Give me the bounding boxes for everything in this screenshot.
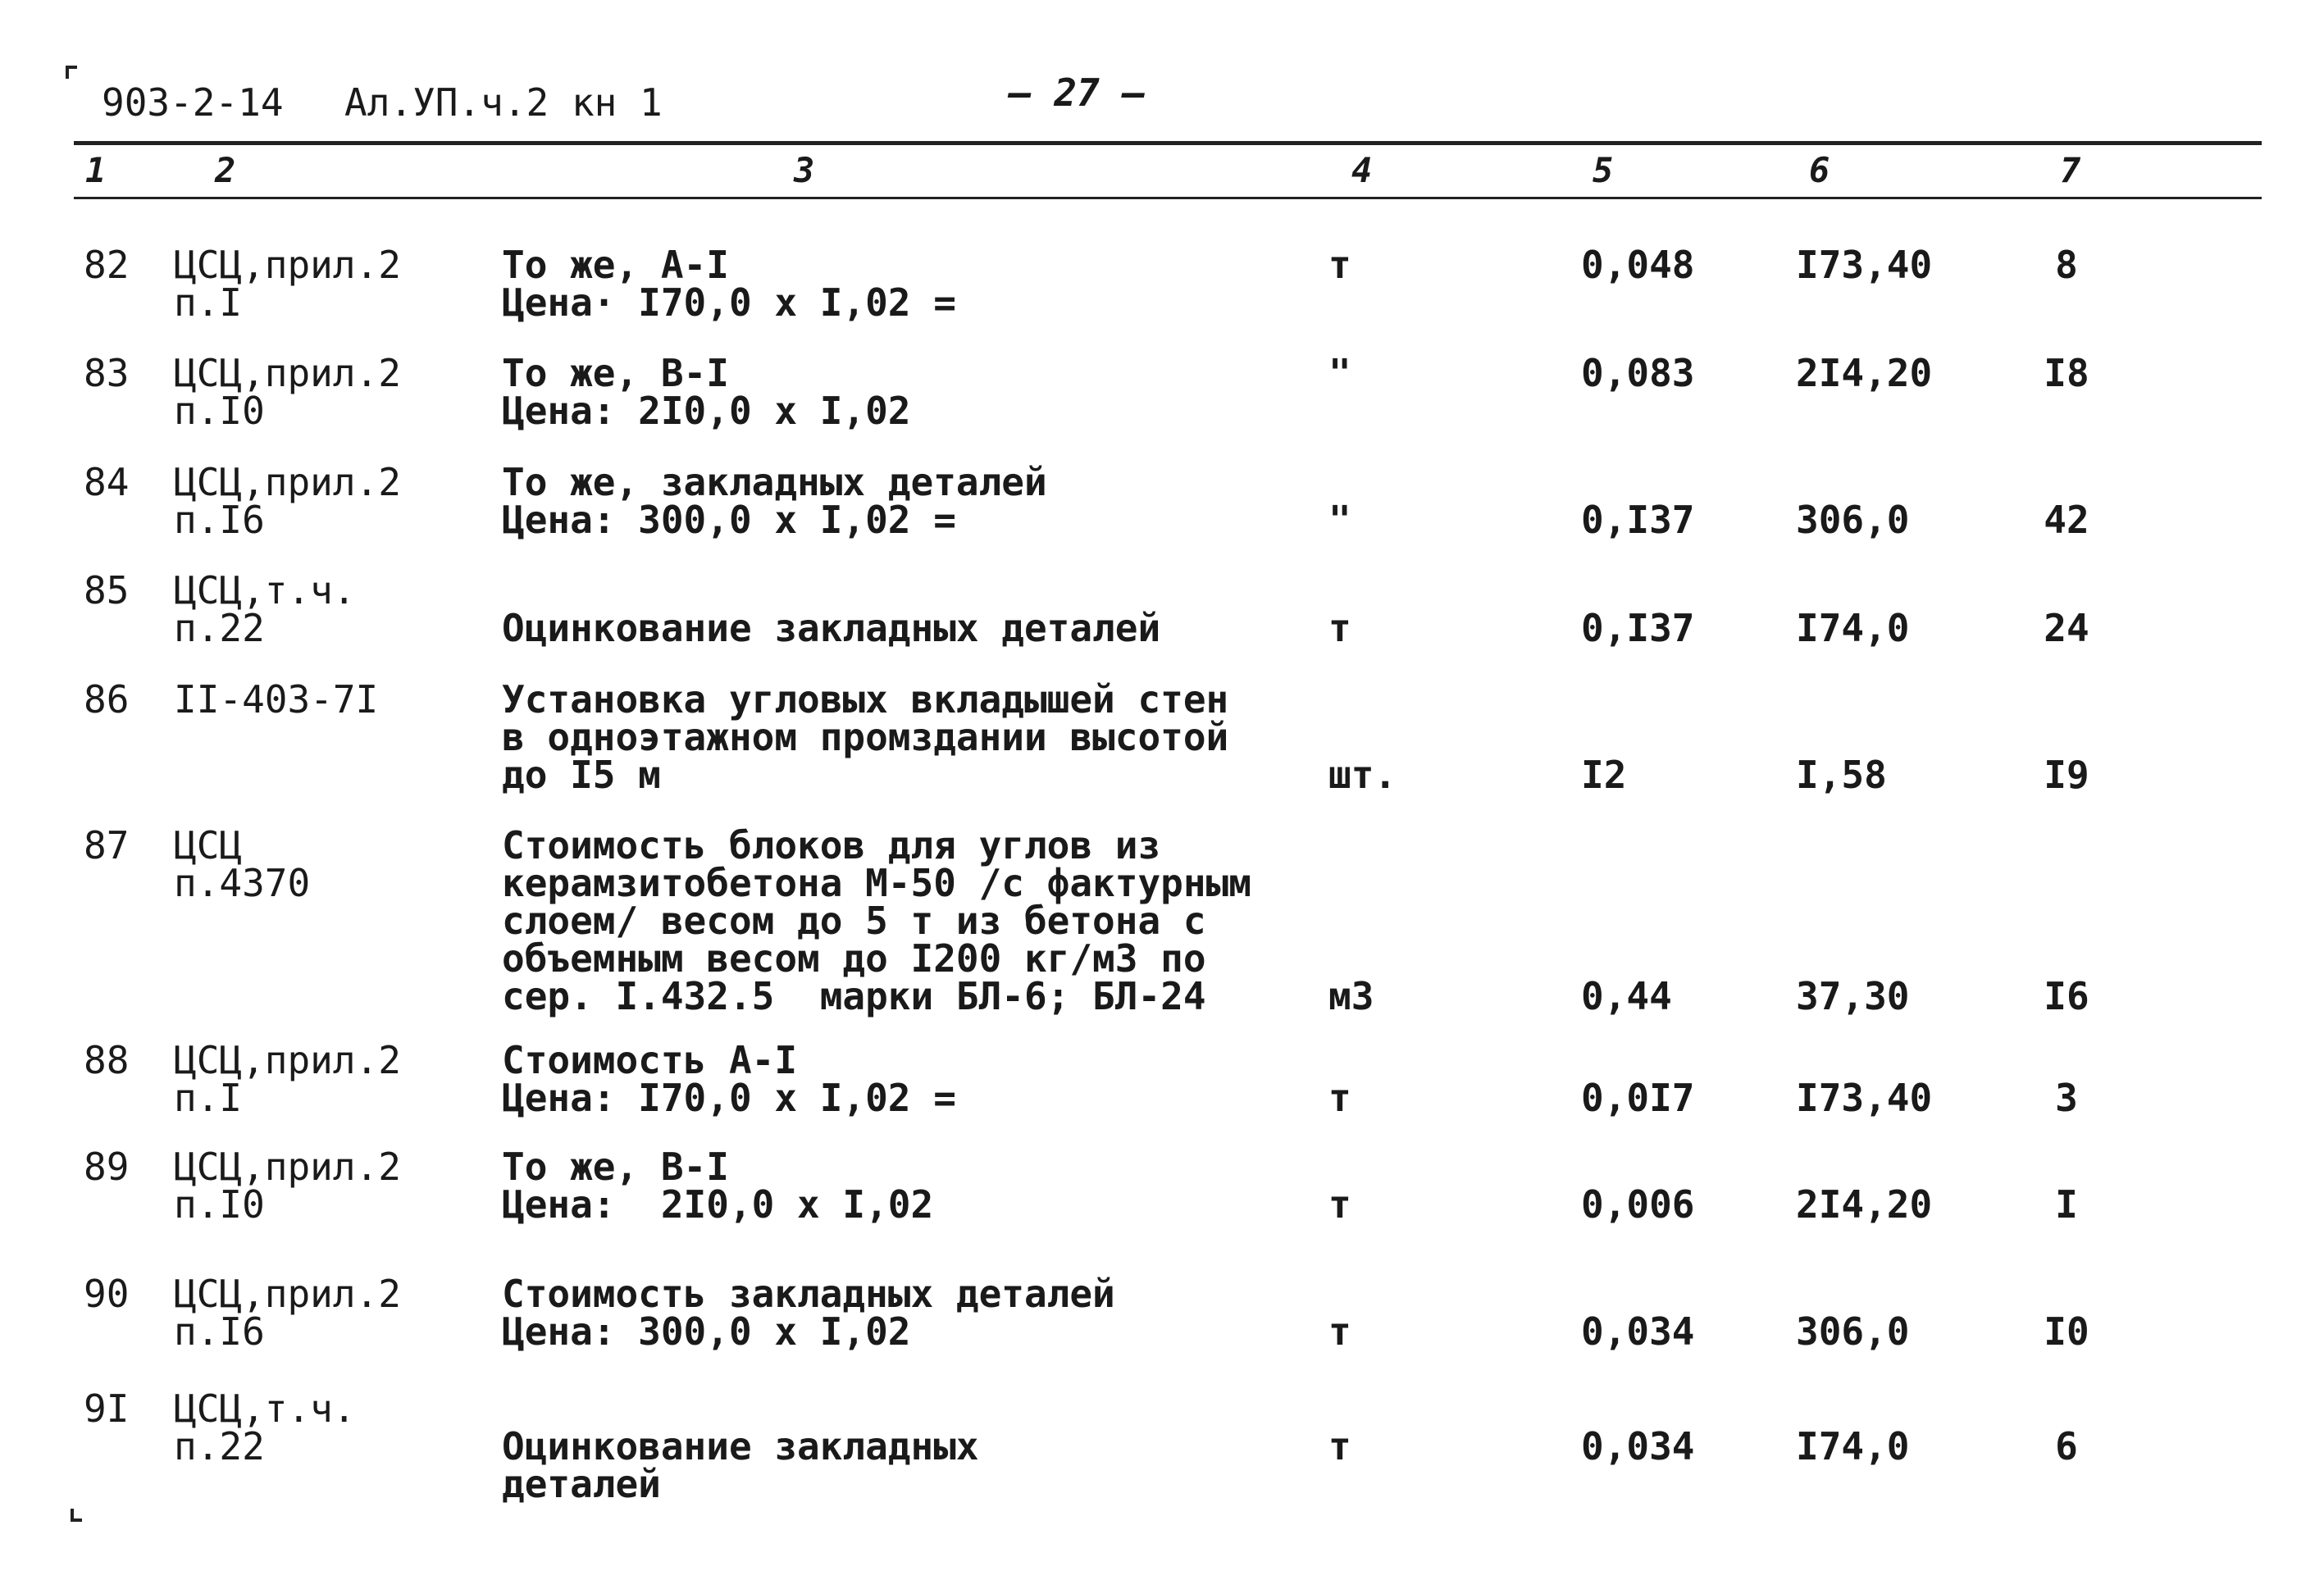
- description-line: То же, В-I: [502, 1145, 729, 1189]
- total-cell: I6: [2044, 974, 2089, 1018]
- header-rule-bottom: [74, 197, 2262, 199]
- quantity-cell: 0,006: [1581, 1182, 1695, 1227]
- description-line: Цена· I70,0 x I,02 =: [502, 280, 956, 325]
- unit-cell: т: [1328, 1182, 1351, 1227]
- row-number: 83: [84, 351, 130, 395]
- row-number: 89: [84, 1145, 130, 1189]
- total-cell: I9: [2044, 753, 2089, 797]
- unit-cell: шт.: [1328, 753, 1397, 797]
- description-line: Стоимость А-I: [502, 1038, 798, 1082]
- row-number: 82: [84, 243, 130, 287]
- reference-line-2: п.22: [174, 1424, 265, 1468]
- reference-line-1: ЦСЦ,прил.2: [174, 243, 401, 287]
- price-cell: I74,0: [1796, 606, 1910, 650]
- reference-line-1: ЦСЦ,прил.2: [174, 1038, 401, 1082]
- corner-mark-bottom-left: [71, 1509, 82, 1522]
- price-cell: 2I4,20: [1796, 351, 1933, 395]
- total-cell: 8: [2055, 243, 2078, 287]
- reference-line-2: п.22: [174, 606, 265, 650]
- reference-line-2: п.I6: [174, 498, 265, 542]
- unit-cell: ": [1328, 498, 1351, 542]
- description-line: в одноэтажном промздании высотой: [502, 715, 1229, 759]
- quantity-cell: 0,I37: [1581, 606, 1695, 650]
- price-cell: 306,0: [1796, 498, 1910, 542]
- description-line: Стоимость закладных деталей: [502, 1272, 1115, 1316]
- price-cell: 2I4,20: [1796, 1182, 1933, 1227]
- description-line: То же, В-I: [502, 351, 729, 395]
- price-cell: I73,40: [1796, 1076, 1933, 1120]
- description-line: Цена: 300,0 x I,02 =: [502, 498, 956, 542]
- column-number-6: 6: [1809, 150, 1830, 190]
- header-rule-top: [74, 141, 2262, 145]
- quantity-cell: 0,0I7: [1581, 1076, 1695, 1120]
- price-cell: 37,30: [1796, 974, 1910, 1018]
- description-line: слоем/ весом до 5 т из бетона с: [502, 899, 1206, 943]
- quantity-cell: 0,083: [1581, 351, 1695, 395]
- reference-line-1: II-403-7I: [174, 677, 379, 722]
- unit-cell: т: [1328, 1424, 1351, 1468]
- row-number: 86: [84, 677, 130, 722]
- unit-cell: т: [1328, 606, 1351, 650]
- total-cell: I: [2055, 1182, 2078, 1227]
- row-number: 88: [84, 1038, 130, 1082]
- description-line: Установка угловых вкладышей стен: [502, 677, 1229, 722]
- unit-cell: т: [1328, 1076, 1351, 1120]
- description-line: до I5 м: [502, 753, 661, 797]
- quantity-cell: 0,44: [1581, 974, 1672, 1018]
- corner-mark-top-left: [66, 66, 77, 79]
- total-cell: 24: [2044, 606, 2089, 650]
- unit-cell: ": [1328, 351, 1351, 395]
- description-line: деталей: [502, 1462, 661, 1506]
- row-number: 87: [84, 823, 130, 867]
- column-number-1: 1: [85, 150, 107, 190]
- quantity-cell: I2: [1581, 753, 1627, 797]
- reference-line-1: ЦСЦ,прил.2: [174, 1145, 401, 1189]
- description-line: Цена: 2I0,0 x I,02: [502, 389, 911, 433]
- quantity-cell: 0,034: [1581, 1309, 1695, 1354]
- reference-line-2: п.I0: [174, 389, 265, 433]
- unit-cell: т: [1328, 243, 1351, 287]
- price-cell: I74,0: [1796, 1424, 1910, 1468]
- reference-line-2: п.I: [174, 1076, 243, 1120]
- column-number-2: 2: [215, 150, 236, 190]
- description-line: объемным весом до I200 кг/м3 по: [502, 936, 1206, 981]
- price-cell: I,58: [1796, 753, 1887, 797]
- total-cell: 6: [2055, 1424, 2078, 1468]
- total-cell: I0: [2044, 1309, 2089, 1354]
- reference-line-2: п.I: [174, 280, 243, 325]
- page-number: — 27 —: [1009, 71, 1146, 115]
- reference-line-1: ЦСЦ,прил.2: [174, 460, 401, 504]
- album-reference: Ал.УП.ч.2 кн 1: [344, 80, 663, 125]
- reference-line-2: п.I6: [174, 1309, 265, 1354]
- column-number-4: 4: [1351, 150, 1373, 190]
- total-cell: 3: [2055, 1076, 2078, 1120]
- row-number: 84: [84, 460, 130, 504]
- column-number-3: 3: [794, 150, 815, 190]
- row-number: 9I: [84, 1386, 130, 1431]
- reference-line-2: п.I0: [174, 1182, 265, 1227]
- description-line: Цена: I70,0 x I,02 =: [502, 1076, 956, 1120]
- description-line: Оцинкование закладных деталей: [502, 606, 1161, 650]
- price-cell: I73,40: [1796, 243, 1933, 287]
- description-line: керамзитобетона М-50 /с фактурным: [502, 861, 1251, 905]
- description-line: Цена: 300,0 x I,02: [502, 1309, 911, 1354]
- description-line: То же, закладных деталей: [502, 460, 1047, 504]
- description-line: Цена: 2I0,0 x I,02: [502, 1182, 934, 1227]
- total-cell: 42: [2044, 498, 2089, 542]
- reference-line-1: ЦСЦ,прил.2: [174, 1272, 401, 1316]
- description-line: Стоимость блоков для углов из: [502, 823, 1161, 867]
- doc-code: 903-2-14: [102, 80, 284, 125]
- column-number-7: 7: [2060, 150, 2081, 190]
- description-line: То же, А-I: [502, 243, 729, 287]
- row-number: 90: [84, 1272, 130, 1316]
- reference-line-1: ЦСЦ,прил.2: [174, 351, 401, 395]
- reference-line-1: ЦСЦ,т.ч.: [174, 568, 356, 612]
- quantity-cell: 0,I37: [1581, 498, 1695, 542]
- unit-cell: м3: [1328, 974, 1374, 1018]
- quantity-cell: 0,034: [1581, 1424, 1695, 1468]
- column-number-5: 5: [1593, 150, 1614, 190]
- reference-line-1: ЦСЦ: [174, 823, 243, 867]
- quantity-cell: 0,048: [1581, 243, 1695, 287]
- total-cell: I8: [2044, 351, 2089, 395]
- description-line: Оцинкование закладных: [502, 1424, 979, 1468]
- row-number: 85: [84, 568, 130, 612]
- description-line: сер. I.432.5 марки БЛ-6; БЛ-24: [502, 974, 1206, 1018]
- unit-cell: т: [1328, 1309, 1351, 1354]
- reference-line-1: ЦСЦ,т.ч.: [174, 1386, 356, 1431]
- price-cell: 306,0: [1796, 1309, 1910, 1354]
- reference-line-2: п.4370: [174, 861, 311, 905]
